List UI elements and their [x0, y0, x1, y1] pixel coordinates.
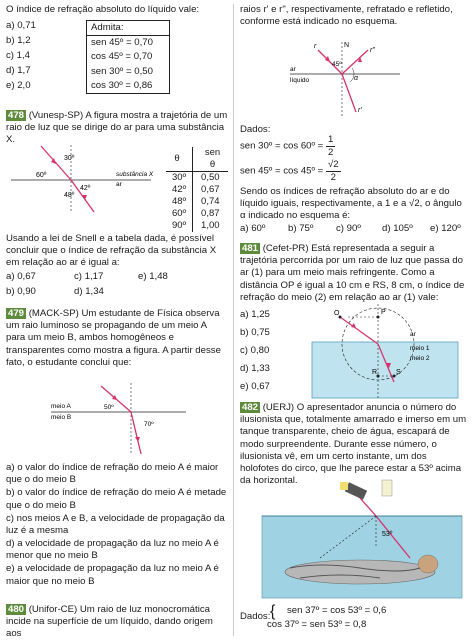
- q480-option-c[interactable]: c) 90º: [336, 223, 361, 234]
- q480-dado-1: [240, 134, 335, 159]
- q480-options: [240, 223, 468, 236]
- q482-spotlight-2-icon: [382, 480, 392, 496]
- q482-dado-2: cos 37º = sen 53º = 0,8: [267, 619, 367, 630]
- q479-option-c[interactable]: c) nos meios A e B, a velocidade de propagação da luz é a mesma: [6, 512, 225, 536]
- q480-option-a[interactable]: a) 60º: [240, 223, 266, 234]
- q481-option-a[interactable]: a) 1,25: [240, 309, 270, 320]
- q479-text: [6, 308, 228, 369]
- q481-option-d[interactable]: d) 1,33: [240, 363, 270, 374]
- column-divider: [233, 4, 234, 636]
- q477-table-row: sen 45º = 0,70: [91, 37, 153, 49]
- q481-figure: [310, 302, 460, 400]
- q479-angle-70: 70º: [144, 421, 154, 428]
- q478-angle-42: 42º: [80, 185, 91, 192]
- q479-option-b[interactable]: b) o valor do índice de refração do meio A é metade que o do meio B: [6, 487, 227, 511]
- q478-table-cell: 1,00: [201, 220, 220, 232]
- q480-text: [6, 604, 228, 641]
- q481-option-b[interactable]: b) 0,75: [240, 327, 270, 338]
- q481-text: [240, 243, 468, 304]
- q480-option-b[interactable]: b) 75º: [288, 223, 314, 234]
- q479-label-meio-a: meio A: [51, 403, 71, 410]
- q477-options: [6, 20, 36, 95]
- q480-label-liquido: líquido: [290, 77, 310, 84]
- q482-statement: (UERJ) O apresentador anuncia o número do ilusionista que, totalmente amarrado e imerso em um tanque transparente, cheio de água, escapará de modo surpreendente. Durante esse número, o ilusionista vê, em um certo instante, um dos holofotes do circo, que lhe parece estar a 53º acima da horizontal.: [240, 402, 467, 487]
- q477-option-b[interactable]: b) 1,2: [6, 35, 31, 46]
- q479-options: [6, 462, 228, 589]
- q482-brace: {: [270, 603, 276, 620]
- q481-label-meio2: meio 2: [410, 355, 430, 362]
- q480-dado-2-fraction: [326, 159, 341, 184]
- q478-options-row2: [6, 286, 228, 299]
- q480-number: 480: [8, 604, 25, 615]
- q478-sine-table: [166, 147, 228, 232]
- q481-statement: (Cefet-PR) Está representada a seguir a trajetória percorrida por um raio de luz que passa do ar (1) para um meio mais refringente. Como a distância OP é igual a 10 cm e RS, 8 cm, o índice de refração do meio (2) em relação ao ar (1) vale:: [240, 243, 465, 303]
- q480-label-r-double: r": [370, 47, 375, 54]
- q477-option-d[interactable]: d) 1,7: [6, 65, 31, 76]
- q481-label-s: S: [396, 369, 401, 376]
- q481-options: [240, 309, 300, 399]
- q480-continuation: raios r' e r", respectivamente, refratado e refletido, conforme está indicado no esquema.: [240, 4, 453, 28]
- q480-option-d[interactable]: d) 105º: [382, 223, 413, 234]
- q477-option-a[interactable]: a) 0,71: [6, 20, 36, 31]
- q478-statement: (Vunesp-SP) A figura mostra a trajetória de um raio de luz que se dirige do ar para uma substância X.: [6, 110, 228, 146]
- q479-option-d[interactable]: d) a velocidade de propagação da luz no meio A é menor que no meio B: [6, 538, 219, 562]
- q482-number: 482: [242, 402, 259, 413]
- q481-number: 481: [242, 243, 259, 254]
- q478-table-cell: 0,50: [201, 172, 220, 184]
- q481-label-r: R: [372, 369, 378, 376]
- q478-options-row1: [6, 271, 228, 284]
- q478-table-header: θ: [166, 147, 193, 172]
- q481-label-meio1: meio 1: [410, 345, 430, 352]
- q480-reflected-ray: [342, 50, 368, 74]
- q480-dado-2-num: √2: [326, 159, 341, 172]
- q480-dado-1-lhs: sen 30º = cos 60º =: [240, 140, 324, 152]
- q477-stem: O índice de refração absoluto do líquido vale:: [6, 4, 200, 15]
- q480-dado-2-den: 2: [330, 172, 336, 184]
- q478-table-cell: 48º: [166, 196, 193, 208]
- q480-label-ar: ar: [290, 66, 296, 73]
- q479-statement: (MACK-SP) Um estudante de Física observa um raio luminoso se propagando de um meio A para um meio B, ambos homogêneos e transparentes como mostra a figura. A partir desse fato, o estudante conclui que:: [6, 308, 221, 368]
- q478-option-b[interactable]: b) 0,90: [6, 286, 36, 297]
- q479-figure: [46, 380, 191, 458]
- q479-angle-50: 50º: [104, 404, 114, 411]
- q478-label-air: ar: [116, 181, 122, 188]
- q478-table-cell: 60º: [166, 208, 193, 220]
- q481-label-p: P: [381, 309, 386, 316]
- q477-table-row: cos 45º = 0,70: [91, 51, 153, 63]
- q482-illustration: [260, 478, 465, 600]
- q478-table-cell: 0,67: [201, 184, 220, 196]
- q481-medium-2-block: [312, 342, 458, 398]
- q478-after: Usando a lei de Snell e a tabela dada, é possível concluir que o índice de refração da substância X em relação ao ar é igual a:: [6, 233, 217, 269]
- q481-label-ar: ar: [410, 331, 416, 338]
- q480-dado-1-den: 2: [327, 147, 334, 159]
- q477-table-title: Admita:: [87, 21, 170, 36]
- q480-figure: [290, 38, 410, 118]
- q478-angle-60: 60º: [36, 172, 47, 179]
- q478-table-cell: 30º: [166, 172, 193, 185]
- q481-point-p: [377, 316, 380, 319]
- q482-angle-53: 53º: [382, 531, 393, 538]
- q482-dado-1: sen 37º = cos 53º = 0,6: [287, 605, 387, 616]
- q480-option-e[interactable]: e) 120º: [430, 223, 461, 234]
- q478-angle-48: 48º: [64, 192, 75, 199]
- q480-dado-2: [240, 159, 341, 184]
- q481-incident-ray: [340, 317, 378, 344]
- q480-dado-2-lhs: sen 45º = cos 45º =: [240, 165, 324, 177]
- q480-dado-1-num: 1: [326, 134, 335, 147]
- q479-option-e[interactable]: e) a velocidade de propagação da luz no meio A é maior que no meio B: [6, 563, 219, 587]
- q480-label-r: r: [314, 43, 317, 50]
- q478-table-cell: 42º: [166, 184, 193, 196]
- q480-dados: Dados:: [240, 124, 271, 135]
- q480-alpha-symbol: α: [354, 75, 358, 82]
- q480-label-n: N: [344, 42, 350, 49]
- q480-angle-45: 45º: [332, 61, 342, 68]
- q478-table-cell: 0,87: [201, 208, 220, 220]
- q478-label-substance: substância X: [116, 171, 154, 178]
- q478-table-cell: 90º: [166, 220, 193, 232]
- q480-label-r-prime: r': [358, 107, 362, 114]
- q477-table-row: sen 30º = 0,50: [91, 65, 153, 77]
- q478-option-d[interactable]: d) 1,34: [74, 286, 104, 297]
- q477-option-e[interactable]: e) 2,0: [6, 80, 31, 91]
- q482-light-ray-air: [360, 498, 376, 516]
- q478-angle-30: 30º: [64, 155, 75, 162]
- q481-label-o: O: [334, 310, 340, 317]
- q481-option-e[interactable]: e) 0,67: [240, 381, 270, 392]
- q481-option-c[interactable]: c) 0,80: [240, 345, 270, 356]
- q478-option-a[interactable]: a) 0,67: [6, 271, 36, 282]
- q479-label-meio-b: meio B: [51, 414, 72, 421]
- q480-after: Sendo os índices de refração absoluto do ar e do líquido iguais, respectivamente, a 1 e a √2, o ângulo α indicado no esquema é:: [240, 186, 462, 222]
- q477-admita-table: [86, 20, 170, 94]
- q479-option-a[interactable]: a) o valor do índice de refração do meio A é maior que o do meio B: [6, 462, 219, 486]
- q478-option-c[interactable]: c) 1,17: [74, 271, 104, 282]
- q482-dados: Dados:: [240, 611, 271, 622]
- q482-text: [240, 402, 468, 487]
- q478-option-e[interactable]: e) 1,48: [138, 271, 168, 282]
- q479-number: 479: [8, 308, 25, 319]
- q477-table-row: cos 30º = 0,86: [91, 79, 153, 91]
- q480-statement: (Unifor-CE) Um raio de luz monocromática incide na superfície de um líquido, dando origem aos: [6, 604, 213, 640]
- q479-refracted-ray: [131, 412, 141, 454]
- q480-dado-1-fraction: [326, 134, 335, 159]
- q482-spotlight-1-icon: [340, 482, 367, 500]
- q478-table-cell: 0,74: [201, 196, 220, 208]
- q478-table-header: sen θ: [193, 147, 228, 172]
- q478-figure: [6, 140, 156, 215]
- q478-number: 478: [8, 110, 25, 121]
- q477-option-c[interactable]: c) 1,4: [6, 50, 30, 61]
